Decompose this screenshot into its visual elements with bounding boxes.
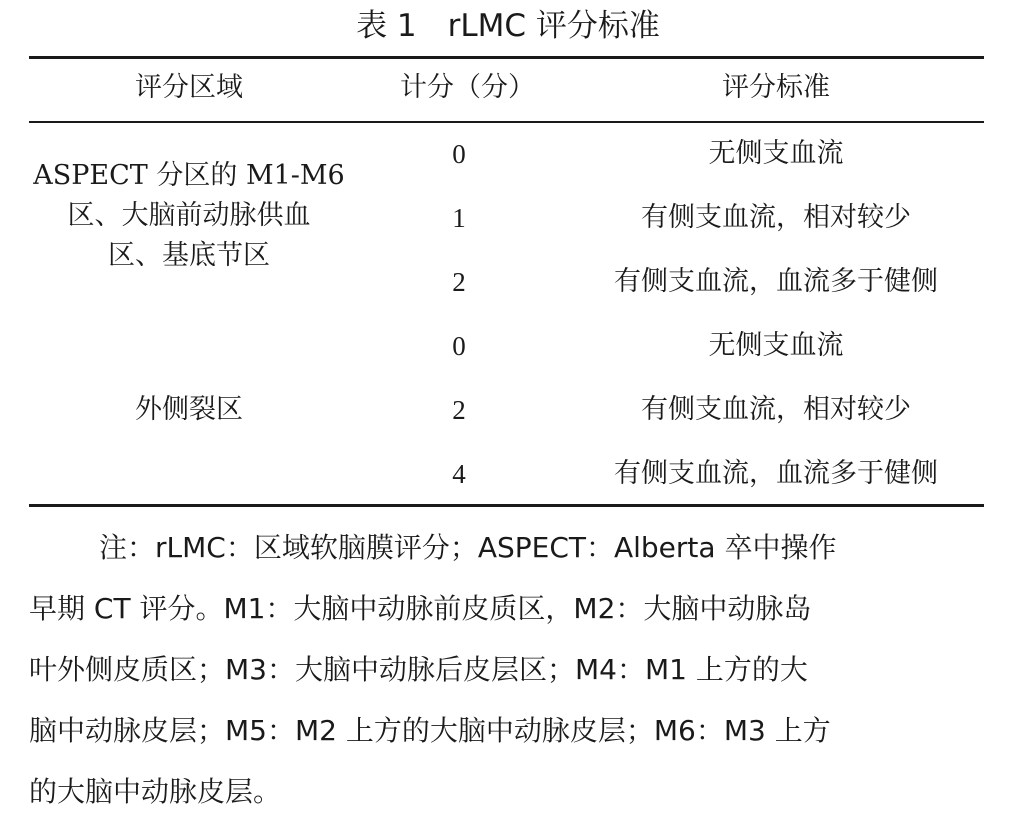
header-criteria: 评分标准 <box>722 72 830 103</box>
score-cell: 0 <box>452 331 466 361</box>
table-bottom-rule <box>29 504 984 507</box>
score-cell: 4 <box>452 459 466 489</box>
region-line: ASPECT 分区的 M1-M6 <box>33 160 345 191</box>
score-cell: 2 <box>452 395 466 425</box>
region-cell-aspect <box>29 156 349 276</box>
criteria-cell: 有侧支血流，血流多于健侧 <box>614 266 938 297</box>
note-line: 注：rLMC：区域软脑膜评分；ASPECT：Alberta 卒中操作 <box>99 531 837 564</box>
score-cell: 0 <box>452 139 466 169</box>
table-top-rule <box>29 56 984 59</box>
region-line: 区、基底节区 <box>108 240 270 271</box>
score-cell: 1 <box>452 203 466 233</box>
region-line: 外侧裂区 <box>135 394 243 425</box>
note-line: 的大脑中动脉皮层。 <box>29 775 282 808</box>
score-cell: 2 <box>452 267 466 297</box>
criteria-cell: 无侧支血流 <box>708 330 844 361</box>
region-line: 区、大脑前动脉供血 <box>67 200 311 231</box>
criteria-cell: 无侧支血流 <box>708 138 844 169</box>
header-region: 评分区域 <box>135 72 243 103</box>
region-cell-sylvian <box>29 390 349 430</box>
criteria-cell: 有侧支血流，相对较少 <box>641 202 911 233</box>
table-caption: 表 1 rLMC 评分标准 <box>356 8 660 44</box>
criteria-cell: 有侧支血流，相对较少 <box>641 394 911 425</box>
table-header-rule <box>29 121 984 123</box>
note-line: 脑中动脉皮层；M5：M2 上方的大脑中动脉皮层；M6：M3 上方 <box>29 714 831 747</box>
note-line: 早期 CT 评分。M1：大脑中动脉前皮质区，M2：大脑中动脉岛 <box>29 592 812 625</box>
header-score: 计分（分） <box>400 72 535 103</box>
criteria-cell: 有侧支血流，血流多于健侧 <box>614 458 938 489</box>
table-note <box>29 517 989 822</box>
note-line: 叶外侧皮质区；M3：大脑中动脉后皮层区；M4：M1 上方的大 <box>29 653 808 686</box>
